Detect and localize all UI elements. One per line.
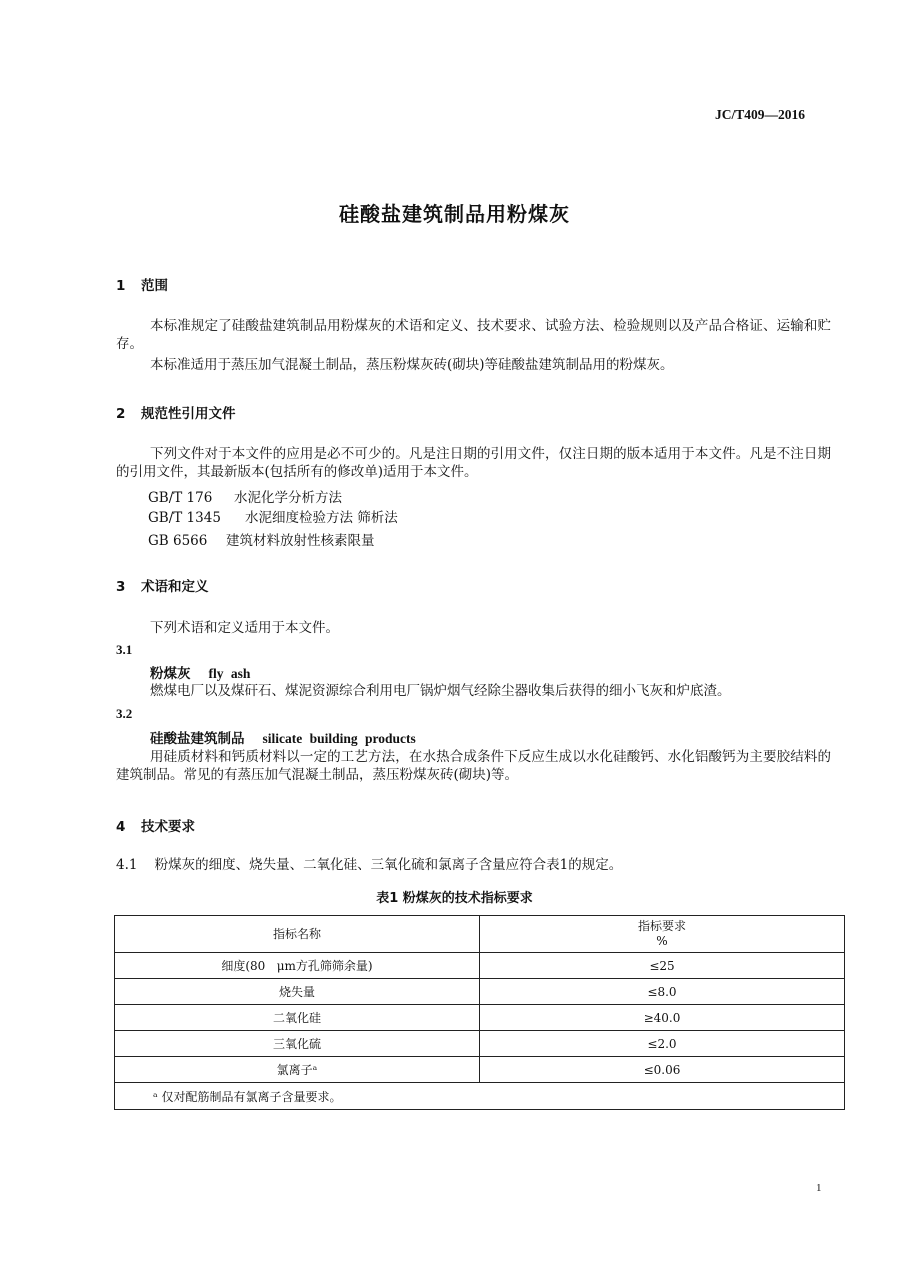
reference-title: 水泥化学分析方法 — [234, 490, 342, 506]
clause-number: 3.1 — [116, 642, 133, 657]
term-chinese: 硅酸盐建筑制品 — [150, 731, 245, 747]
indicator-name-cell: 烧失量 — [115, 979, 480, 1005]
section-2-paragraph-1: 下列文件对于本文件的应用是必不可少的。凡是注日期的引用文件，仅注日期的版本适用于本文件。凡是不注日期的引用文件，其最新版本(包括所有的修改单)适用于本文件。 — [116, 446, 831, 480]
section-title: 规范性引用文件 — [141, 406, 236, 422]
reference-title: 建筑材料放射性核素限量 — [226, 533, 375, 549]
section-2-heading — [116, 402, 236, 422]
section-number: 3 — [116, 579, 126, 595]
section-title: 术语和定义 — [141, 579, 209, 595]
clause-4-1: 4.1 粉煤灰的细度、烧失量、二氧化硅、三氧化硫和氯离子含量应符合表1的规定。 — [116, 857, 623, 873]
section-title: 范围 — [141, 278, 168, 294]
indicator-name-cell: 二氧化硅 — [115, 1005, 480, 1031]
normative-reference — [148, 486, 342, 506]
term-definition: 用硅质材料和钙质材料以一定的工艺方法，在水热合成条件下反应生成以水化硅酸钙、水化铝酸钙为主要胶结料的建筑制品。常见的有蒸压加气混凝土制品，蒸压粉煤灰砖(砌块)等。 — [116, 749, 831, 783]
reference-title: 水泥细度检验方法 筛析法 — [245, 510, 398, 526]
term-entry — [150, 727, 416, 747]
section-3-paragraph-1: 下列术语和定义适用于本文件。 — [150, 620, 339, 636]
document-title: 硅酸盐建筑制品用粉煤灰 — [339, 202, 570, 226]
section-1-paragraph-1: 本标准规定了硅酸盐建筑制品用粉煤灰的术语和定义、技术要求、试验方法、检验规则以及产品合格证、运输和贮存。 — [116, 318, 831, 352]
normative-reference — [148, 506, 398, 526]
table-footnote-row — [115, 1083, 845, 1110]
indicator-name-cell: 细度(80 μm方孔筛筛余量) — [115, 953, 480, 979]
header-requirement-label: 指标要求 — [637, 919, 686, 933]
header-requirement-unit: % — [656, 934, 668, 948]
section-number: 1 — [116, 278, 126, 294]
table-row — [115, 1057, 845, 1083]
reference-code: GB 6566 — [148, 533, 208, 549]
requirement-value-cell: ≤0.06 — [480, 1057, 845, 1083]
section-4-heading — [116, 815, 195, 835]
term-english: fly ash — [208, 666, 251, 681]
table-header-row — [115, 916, 845, 953]
requirement-value-cell: ≤25 — [480, 953, 845, 979]
requirement-value-cell: ≤2.0 — [480, 1031, 845, 1057]
section-title: 技术要求 — [141, 819, 195, 835]
section-number: 2 — [116, 406, 126, 422]
spec-table — [114, 915, 845, 1110]
header-cell-indicator-name: 指标名称 — [115, 916, 480, 953]
requirement-value-cell: ≥40.0 — [480, 1005, 845, 1031]
reference-code: GB/T 1345 — [148, 510, 221, 526]
table-row — [115, 1031, 845, 1057]
section-number: 4 — [116, 819, 126, 835]
table-row — [115, 953, 845, 979]
page-number: 1 — [816, 1182, 822, 1194]
section-3-heading — [116, 575, 209, 595]
reference-code: GB/T 176 — [148, 490, 213, 506]
indicator-name-cell: 氯离子ᵃ — [115, 1057, 480, 1083]
term-definition: 燃煤电厂以及煤矸石、煤泥资源综合利用电厂锅炉烟气经除尘器收集后获得的细小飞灰和炉底渣。 — [150, 683, 731, 699]
section-1-heading — [116, 274, 168, 294]
table-row — [115, 1005, 845, 1031]
term-entry — [150, 662, 250, 682]
table-footnote: ᵃ 仅对配筋制品有氯离子含量要求。 — [115, 1083, 845, 1110]
document-code: JC/T409—2016 — [715, 107, 806, 122]
requirement-value-cell: ≤8.0 — [480, 979, 845, 1005]
term-english: silicate building products — [262, 731, 416, 746]
clause-number: 3.2 — [116, 706, 133, 721]
term-chinese: 粉煤灰 — [150, 666, 191, 682]
indicator-name-cell: 三氧化硫 — [115, 1031, 480, 1057]
section-1-paragraph-2: 本标准适用于蒸压加气混凝土制品，蒸压粉煤灰砖(砌块)等硅酸盐建筑制品用的粉煤灰。 — [150, 357, 674, 373]
header-cell-requirement — [480, 916, 845, 953]
table-row — [115, 979, 845, 1005]
table-caption: 表1 粉煤灰的技术指标要求 — [376, 891, 533, 906]
normative-reference — [148, 529, 375, 549]
